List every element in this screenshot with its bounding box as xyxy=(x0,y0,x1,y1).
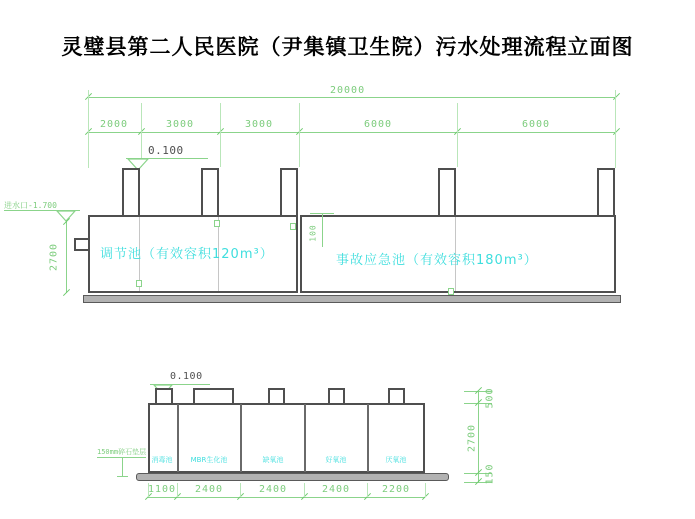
tank-label-regulating: 调节池（有效容积120m³） xyxy=(100,247,274,262)
upper-base-slab xyxy=(83,295,621,303)
tank-stub xyxy=(268,388,285,403)
upper-segment-dim: 3000 xyxy=(245,119,274,130)
compartment-label: 缺氧池 xyxy=(262,456,284,464)
lower-tank-outline xyxy=(148,403,425,473)
base-note-leader xyxy=(117,476,128,477)
extension-line xyxy=(425,483,426,497)
upper-segment-dim: 6000 xyxy=(364,119,393,130)
base-note: 150mm碎石垫层 xyxy=(97,448,147,456)
lower-width-dim: 2400 xyxy=(321,484,351,495)
extension-line xyxy=(177,483,178,497)
extension-line xyxy=(299,103,300,167)
tank-divider-wall xyxy=(296,215,302,293)
lower-height-dim-line xyxy=(478,391,479,482)
compartment-wall xyxy=(177,404,179,472)
compartment-label: MBR生化池 xyxy=(190,456,228,464)
lower-depth-dim: 2700 xyxy=(466,423,478,453)
dim-tick xyxy=(63,289,70,296)
tank-stub xyxy=(155,388,173,403)
upper-elevation-value: 0.100 xyxy=(148,144,184,157)
lower-width-dim: 2400 xyxy=(194,484,224,495)
upper-total-dim-line xyxy=(88,97,616,98)
tank-hatch xyxy=(280,168,298,215)
extension-line xyxy=(220,103,221,167)
extension-line xyxy=(88,90,89,168)
upper-segment-dim: 6000 xyxy=(522,119,551,130)
compartment-wall xyxy=(240,404,242,472)
upper-depth-dim: 2700 xyxy=(48,242,60,272)
pipe-marker xyxy=(136,280,142,287)
lower-elevation-value: 0.100 xyxy=(170,371,203,382)
compartment-label: 厌氧池 xyxy=(385,456,407,464)
stub-height-dim: 500 xyxy=(484,387,496,409)
extension-line xyxy=(367,483,368,497)
lower-width-dim-line xyxy=(148,497,425,498)
tank-stub xyxy=(388,388,405,403)
compartment-label: 好氧池 xyxy=(325,456,347,464)
upper-total-dim: 20000 xyxy=(330,85,366,96)
drop-dim: 100 xyxy=(308,224,318,242)
slab-dim: 150 xyxy=(484,463,496,485)
pipe-marker xyxy=(290,223,296,230)
extension-line xyxy=(457,103,458,167)
tank-label-emergency: 事故应急池（有效容积180m³） xyxy=(336,253,538,268)
pipe-marker xyxy=(214,220,220,227)
tank-stub xyxy=(328,388,345,403)
tank-hatch xyxy=(122,168,140,215)
drop-dim-line xyxy=(322,213,323,247)
upper-segment-dim: 3000 xyxy=(166,119,195,130)
inlet-label: 进水口-1.700 xyxy=(4,201,57,210)
lower-width-dim: 2200 xyxy=(381,484,411,495)
tank-hatch xyxy=(597,168,615,215)
upper-depth-dim-line xyxy=(66,221,67,293)
tank-hatch xyxy=(438,168,456,215)
pipe-marker xyxy=(448,288,454,295)
lower-width-dim: 1100 xyxy=(147,484,177,495)
compartment-wall xyxy=(367,404,369,472)
drawing-title: 灵璧县第二人民医院（尹集镇卫生院）污水处理流程立面图 xyxy=(61,35,634,59)
lower-width-dim: 2400 xyxy=(258,484,288,495)
compartment-wall xyxy=(304,404,306,472)
tank-stub xyxy=(193,388,234,403)
compartment-label: 消毒池 xyxy=(151,456,173,464)
tank-hatch xyxy=(201,168,219,215)
extension-line xyxy=(615,90,616,168)
lower-base-slab xyxy=(136,473,449,481)
base-note-leader xyxy=(122,457,123,477)
upper-segment-dim-line xyxy=(88,132,616,133)
extension-line xyxy=(304,483,305,497)
extension-line xyxy=(240,483,241,497)
upper-segment-dim: 2000 xyxy=(100,119,129,130)
